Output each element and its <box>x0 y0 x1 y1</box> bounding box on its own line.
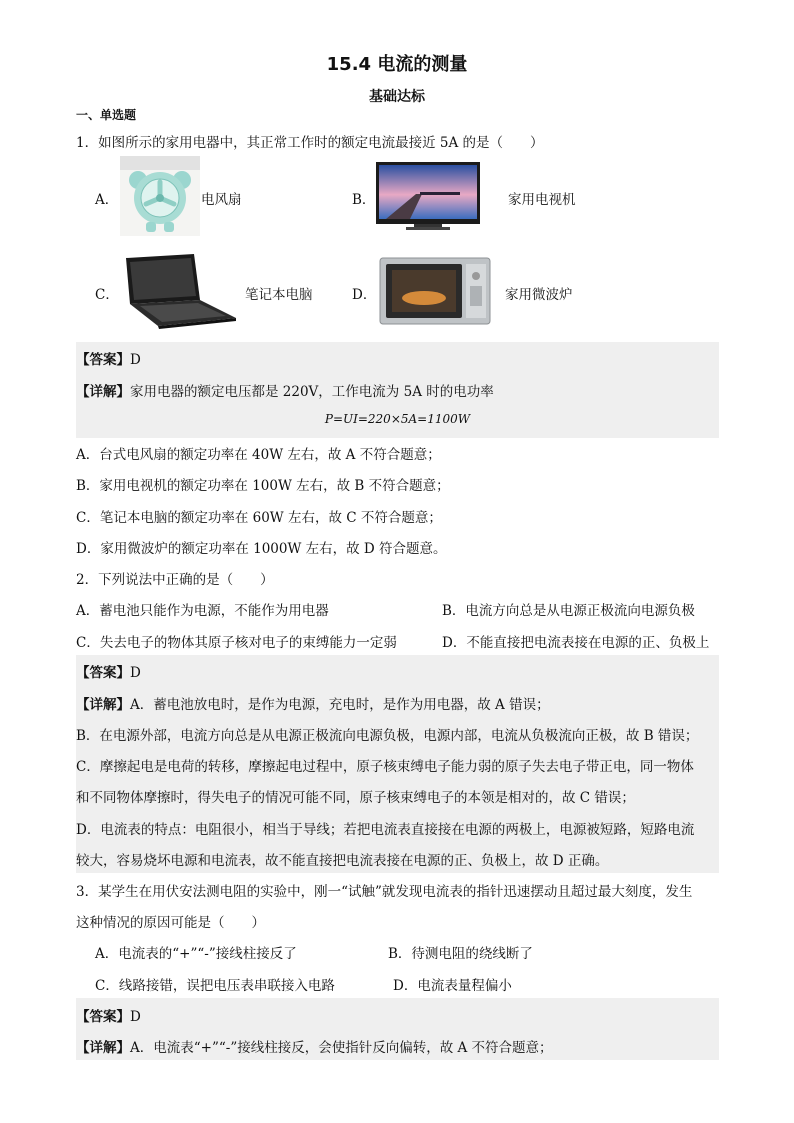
q2-detail-line-6: 较大，容易烧坏电源和电流表，故不能直接把电流表接在电源的正、负极上，故 D 正确。 <box>76 853 609 869</box>
q1-option-b-text: 家用电视机 <box>508 192 576 208</box>
detail-text: A．电流表“+”“-”接线柱接反，会使指针反向偏转，故 A 不符合题意； <box>130 1040 553 1056</box>
q1-stem: 1．如图所示的家用电器中，其正常工作时的额定电流最接近 5A 的是（ ） <box>76 135 544 151</box>
page-subtitle: 基础达标 <box>369 89 425 105</box>
q2-option-a: A．蓄电池只能作为电源，不能作为用电器 <box>76 603 329 619</box>
q3-stem-line-1: 3．某学生在用伏安法测电阻的实验中，刚一“试触”就发现电流表的指针迅速摆动且超过最大刻度，发生 <box>76 884 693 900</box>
q3-option-a: A．电流表的“+”“-”接线柱接反了 <box>95 946 297 962</box>
q1-explanation-a: A．台式电风扇的额定功率在 40W 左右，故 A 不符合题意； <box>76 447 441 463</box>
answer-tag: 【答案】 <box>76 352 130 368</box>
q3-stem-line-2: 这种情况的原因可能是（ ） <box>76 915 265 931</box>
detail-text: A．蓄电池放电时，是作为电源，充电时，是作为用电器，故 A 错误； <box>130 697 550 713</box>
q3-option-d: D．电流表量程偏小 <box>393 978 512 994</box>
q1-option-a-text: 电风扇 <box>201 192 242 208</box>
page-title: 15.4 电流的测量 <box>326 54 468 75</box>
answer-tag: 【答案】 <box>76 1009 130 1025</box>
q1-explanation-d: D．家用微波炉的额定功率在 1000W 左右，故 D 符合题意。 <box>76 541 447 557</box>
q2-option-d: D．不能直接把电流表接在电源的正、负极上 <box>442 635 710 651</box>
detail-tag: 【详解】 <box>76 1040 130 1056</box>
q1-detail-intro <box>76 380 494 400</box>
detail-tag: 【详解】 <box>76 384 130 400</box>
q3-option-b: B．待测电阻的绕线断了 <box>388 946 533 962</box>
tv-image <box>376 162 480 232</box>
fan-image <box>120 156 200 236</box>
q2-option-b: B．电流方向总是从电源正极流向电源负极 <box>442 603 695 619</box>
q2-detail-line-5: D．电流表的特点：电阻很小，相当于导线；若把电流表直接接在电源的两极上，电源被短路，短路电流 <box>76 822 695 838</box>
q1-option-c-letter: C． <box>95 287 119 303</box>
q2-answer <box>76 661 141 681</box>
q2-detail-line-2: B．在电源外部，电流方向总是从电源正极流向电源负极，电源内部，电流从负极流向正极，故 B 错误； <box>76 728 699 744</box>
q3-option-c: C．线路接错，误把电压表串联接入电路 <box>95 978 335 994</box>
detail-text: 家用电器的额定电压都是 220V，工作电流为 5A 时的电功率 <box>130 384 494 400</box>
q1-option-c-text: 笔记本电脑 <box>245 287 313 303</box>
answer-value: D <box>130 665 141 681</box>
q2-stem: 2．下列说法中正确的是（ ） <box>76 572 274 588</box>
laptop-image <box>118 252 240 330</box>
q2-option-c: C．失去电子的物体其原子核对电子的束缚能力一定弱 <box>76 635 397 651</box>
q1-explanation-b: B．家用电视机的额定功率在 100W 左右，故 B 不符合题意； <box>76 478 450 494</box>
q1-option-a-letter: A． <box>95 192 119 208</box>
q1-explanation-c: C．笔记本电脑的额定功率在 60W 左右，故 C 不符合题意； <box>76 510 442 526</box>
q2-detail-line-4: 和不同物体摩擦时，得失电子的情况可能不同，原子核束缚电子的本领是相对的，故 C 错误； <box>76 790 635 806</box>
q2-detail-line-1 <box>76 693 550 713</box>
microwave-image <box>378 254 492 328</box>
q1-option-b-letter: B． <box>352 192 376 208</box>
q1-option-d-text: 家用微波炉 <box>505 287 573 303</box>
q3-answer <box>76 1005 141 1025</box>
answer-value: D <box>130 1009 141 1025</box>
section-heading: 一、单选题 <box>76 108 137 122</box>
answer-value: D <box>130 352 141 368</box>
q3-detail-line-1 <box>76 1036 553 1056</box>
q1-option-d-letter: D． <box>352 287 377 303</box>
q1-answer <box>76 348 141 368</box>
q2-detail-line-3: C．摩擦起电是电荷的转移，摩擦起电过程中，原子核束缚电子能力弱的原子失去电子带正电，同一物体 <box>76 759 694 775</box>
q1-formula: P=UI=220×5A=1100W <box>324 412 471 426</box>
answer-tag: 【答案】 <box>76 665 130 681</box>
detail-tag: 【详解】 <box>76 697 130 713</box>
